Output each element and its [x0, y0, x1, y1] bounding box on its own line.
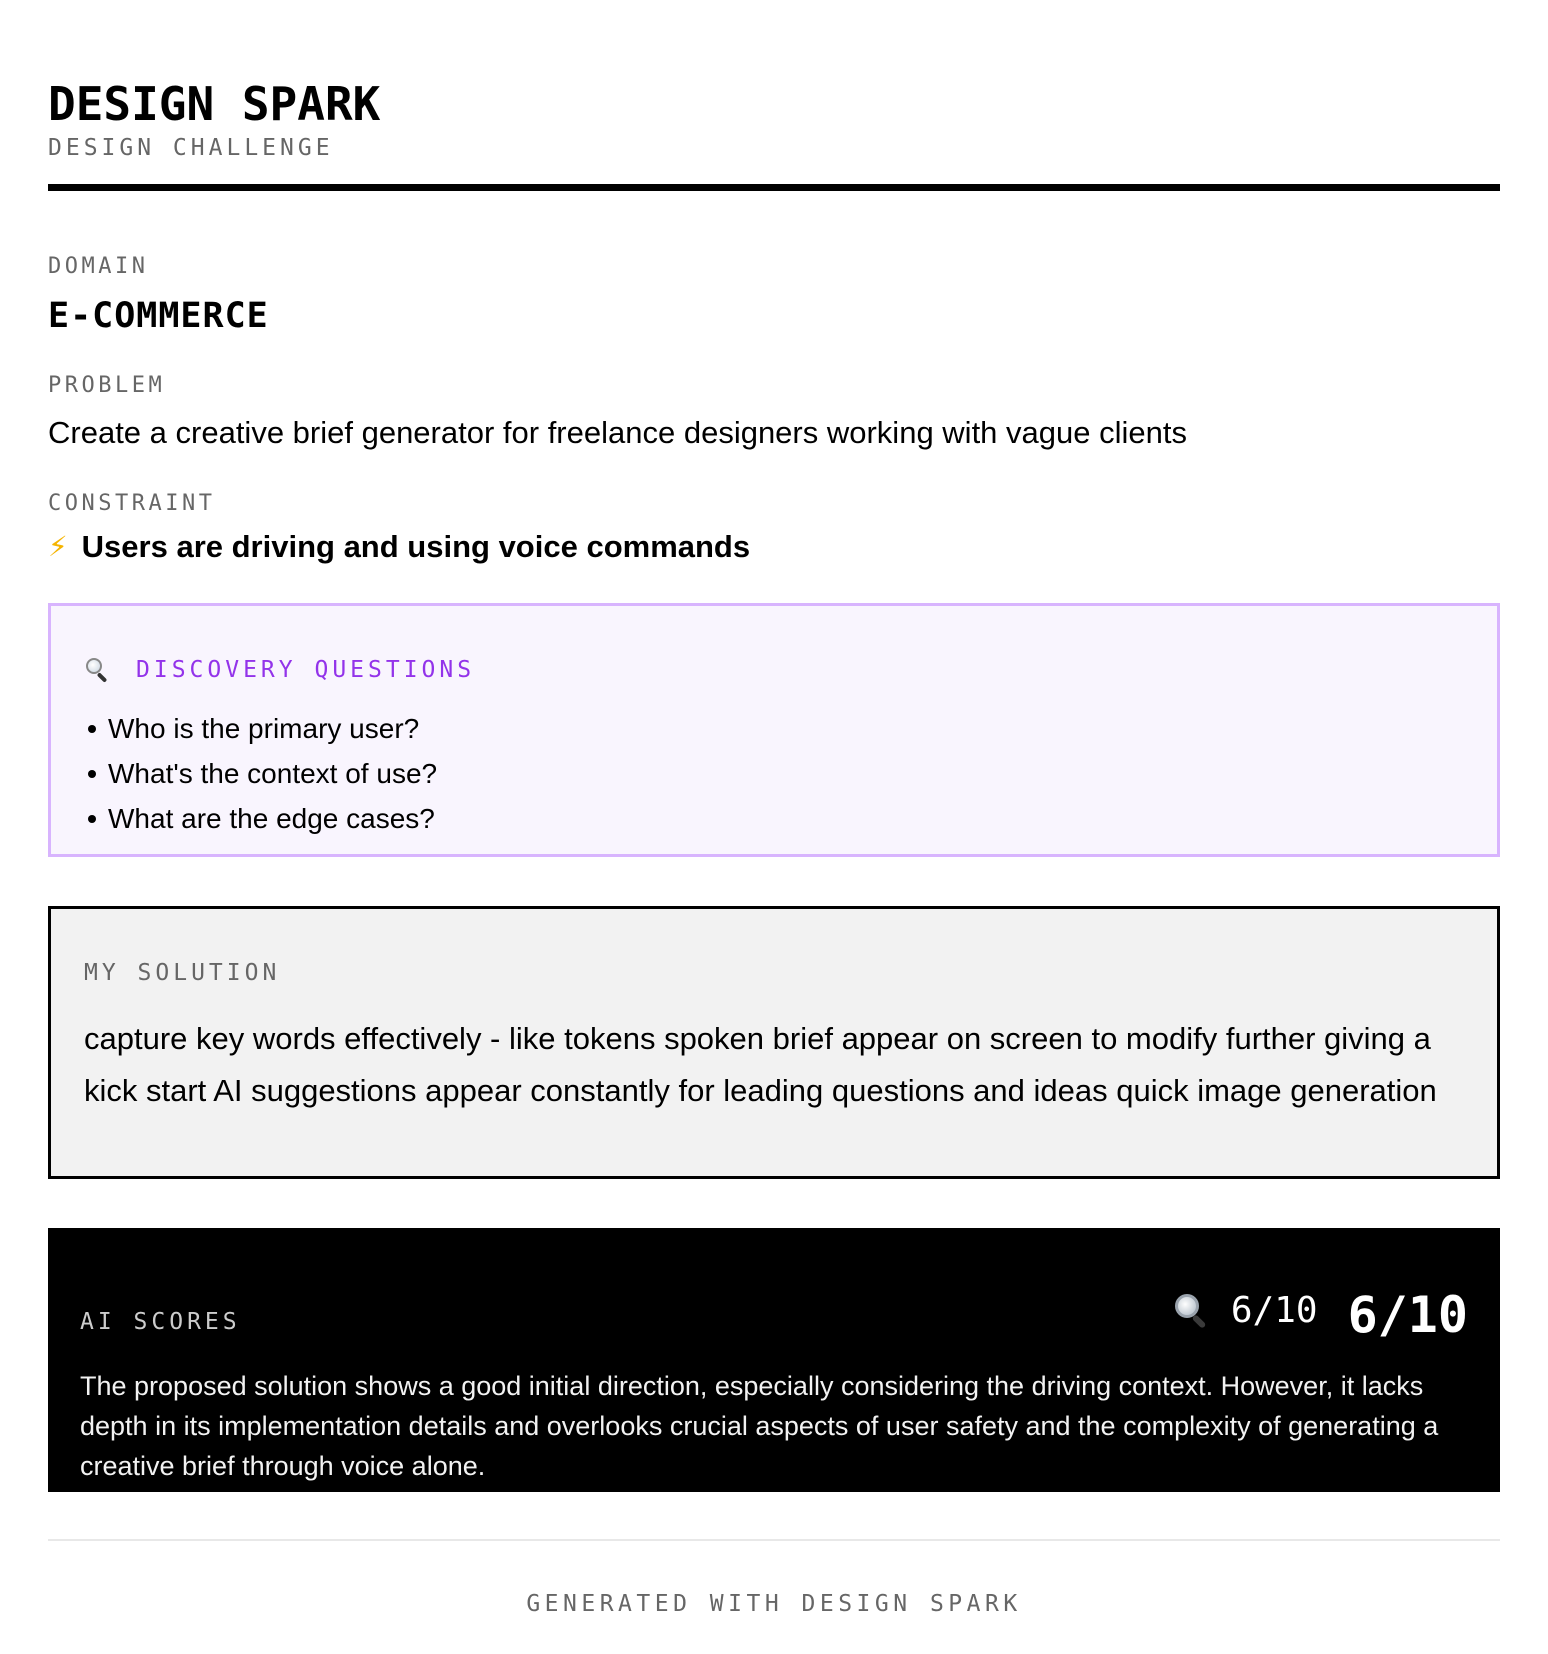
discovery-header — [84, 656, 475, 684]
ai-scores-label: AI SCORES — [80, 1309, 241, 1335]
solution-label: MY SOLUTION — [84, 960, 281, 986]
constraint-label: CONSTRAINT — [48, 491, 216, 516]
solution-text: capture key words effectively - like tokens spoken brief appear on screen to modify further giving a kick start AI suggestions appear constantly for leading questions and ideas quick image generation — [84, 1021, 1437, 1108]
footer-divider — [48, 1539, 1500, 1541]
problem-text: Create a creative brief generator for freelance designers working with vague clients — [48, 415, 1187, 450]
page-title: DESIGN SPARK — [48, 77, 381, 131]
discovery-question-list — [84, 706, 437, 841]
constraint-text: Users are driving and using voice commands — [81, 529, 751, 564]
ai-feedback-text: The proposed solution shows a good initial direction, especially considering the driving context. However, it lacks depth in its implementation details and overlooks crucial aspects of user safety and the complexity of generating a creative brief through voice alone. — [80, 1371, 1439, 1481]
constraint — [48, 528, 750, 566]
question-text: What are the edge cases? — [108, 803, 435, 834]
page-subtitle: DESIGN CHALLENGE — [48, 135, 334, 161]
discovery-title: DISCOVERY QUESTIONS — [136, 657, 476, 683]
list-item — [84, 796, 437, 841]
question-text: Who is the primary user? — [108, 713, 420, 744]
footer-text: GENERATED WITH DESIGN SPARK — [526, 1591, 1022, 1617]
category-score: 6/10 — [1230, 1290, 1318, 1331]
magnifying-glass-icon — [84, 657, 110, 683]
my-solution-panel — [48, 906, 1500, 1179]
overall-score: 6/10 — [1347, 1286, 1468, 1344]
ai-scores-panel — [48, 1228, 1500, 1492]
magnifying-glass-icon — [1173, 1293, 1209, 1329]
discovery-questions-panel — [48, 603, 1500, 857]
bullet-icon — [88, 725, 96, 733]
bullet-icon — [88, 770, 96, 778]
lightning-bolt-icon: ⚡ — [48, 531, 68, 562]
score-summary — [1173, 1283, 1468, 1344]
question-text: What's the context of use? — [108, 758, 438, 789]
domain-label: DOMAIN — [48, 254, 149, 279]
domain-value: E-COMMERCE — [48, 296, 269, 336]
header-rule — [48, 184, 1500, 191]
list-item — [84, 751, 437, 796]
problem-label: PROBLEM — [48, 373, 166, 398]
bullet-icon — [88, 815, 96, 823]
list-item — [84, 706, 437, 751]
